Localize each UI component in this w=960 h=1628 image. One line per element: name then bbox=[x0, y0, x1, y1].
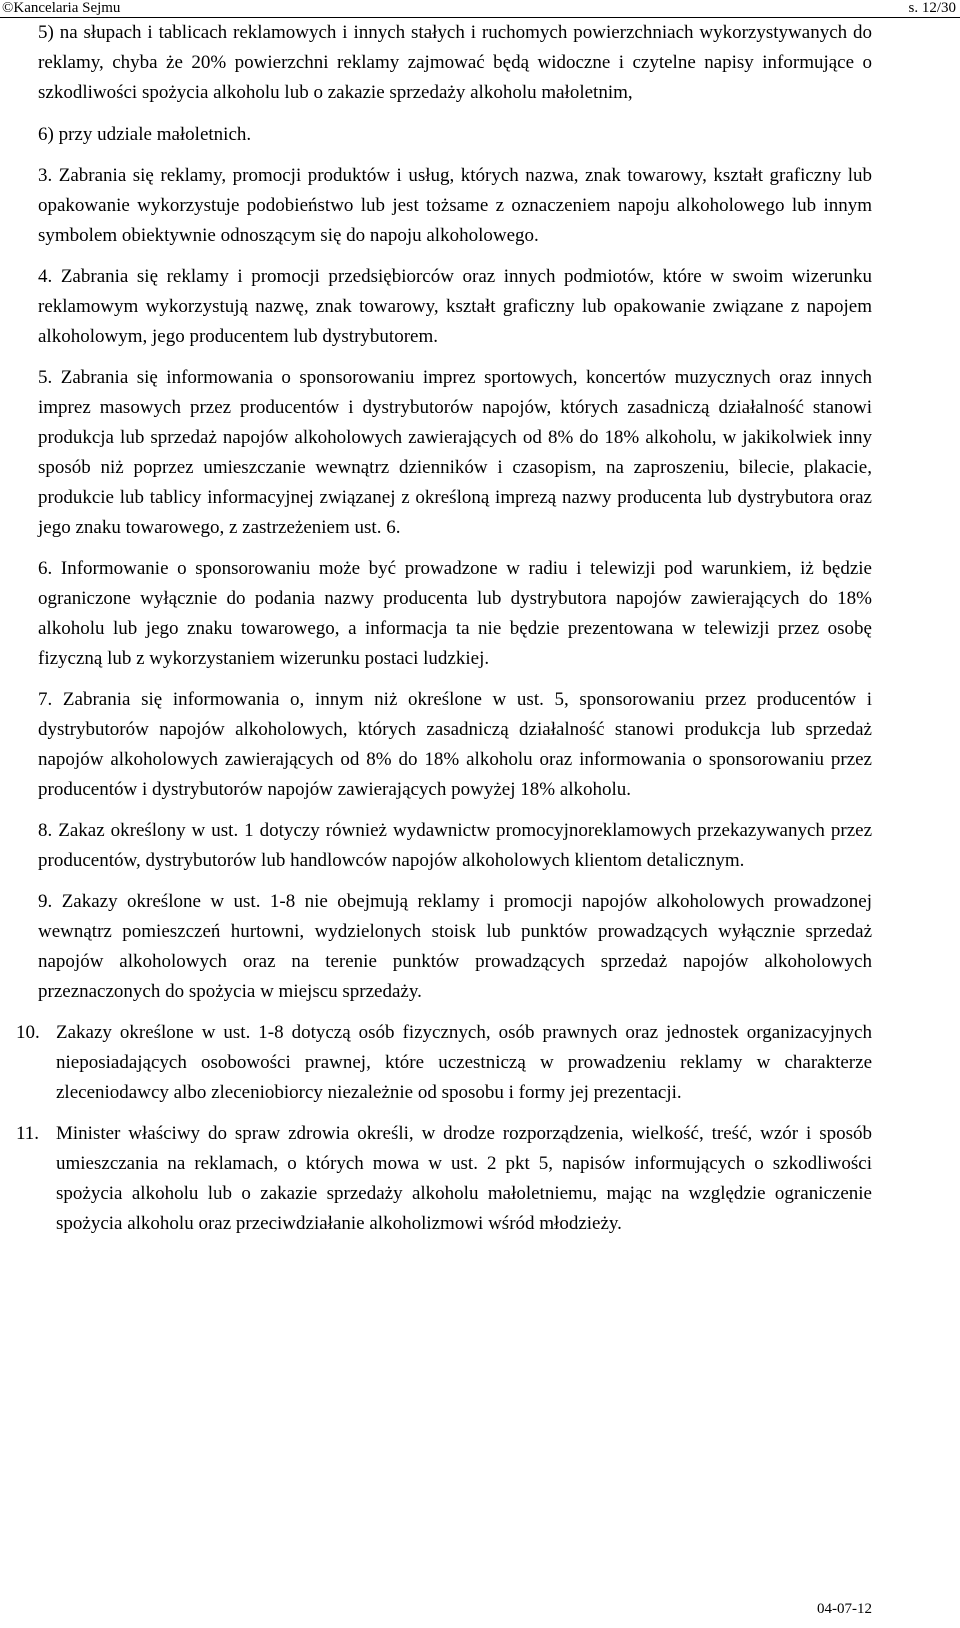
paragraph-4-number: 4. bbox=[38, 266, 53, 287]
list-item-5-text: 5) na słupach i tablicach reklamowych i innych stałych i ruchomych powierzchniach wykorzystywanych do reklamy, chyba że 20% powierzchni reklamy zajmować będą widoczne i czytelne napisy informujące o szkodliwości spożycia alkoholu lub o zakazie sprzedaży alkoholu małoletnim, bbox=[38, 22, 872, 103]
paragraph-10-text: Zakazy określone w ust. 1-8 dotyczą osób fizycznych, osób prawnych oraz jednostek organizacyjnych nieposiadających osobowości prawnej, które uczestniczą w prowadzeniu reklamy w charakterze zleceniodawcy albo zleceniobiorcy niezależnie od sposobu i formy jej prezentacji. bbox=[56, 1022, 872, 1103]
document-body bbox=[16, 18, 873, 1250]
paragraph-8-number: 8. bbox=[38, 820, 53, 841]
paragraph-7-text: Zabrania się informowania o, innym niż określone w ust. 5, sponsorowaniu przez producentów i dystrybutorów napojów alkoholowych, których zasadniczą działalność stanowi produkcja lub sprzedaż napojów alkoholowych zawierających od 8% do 18% alkoholu oraz informowania o sponsorowaniu przez producentów i dystrybutorów napojów zawierających powyżej 18% alkoholu. bbox=[38, 689, 873, 800]
paragraph-6-number: 6. bbox=[38, 558, 53, 579]
page-footer-date: 04-07-12 bbox=[817, 1601, 872, 1617]
header-page-number: s. 12/30 bbox=[908, 0, 956, 16]
paragraph-11-number: 11. bbox=[16, 1123, 40, 1144]
list-item-6 bbox=[38, 120, 872, 150]
paragraph-9-number: 9. bbox=[38, 891, 53, 912]
paragraph-3-text: Zabrania się reklamy, promocji produktów i usług, których nazwa, znak towarowy, kształt graficzny lub opakowanie wykorzystuje podobieństwo lub jest tożsame z oznaczeniem napoju alkoholowego lub innym symbolem obiektywnie odnoszącym się do napoju alkoholowego. bbox=[38, 165, 872, 246]
paragraph-9-text: Zakazy określone w ust. 1-8 nie obejmują reklamy i promocji napojów alkoholowych prowadzonej wewnątrz pomieszczeń hurtowni, wydzielonych stoisk lub punktów prowadzących wyłącznie sprzedaż napojów alkoholowych oraz na terenie punktów prowadzących sprzedaż napojów alkoholowych przeznaczonych do spożycia w miejscu sprzedaży. bbox=[38, 891, 872, 1002]
paragraph-8 bbox=[38, 816, 872, 876]
paragraph-7 bbox=[38, 685, 872, 805]
paragraph-6-text: Informowanie o sponsorowaniu może być prowadzone w radiu i telewizji pod warunkiem, iż będzie ograniczone wyłącznie do podania nazwy producenta lub dystrybutora napojów zawierających do 18% alkoholu lub jego znaku towarowego, a informacja ta nie będzie prezentowana w telewizji przez osobę fizyczną lub z wykorzystaniem wizerunku postaci ludzkiej. bbox=[38, 558, 872, 669]
paragraph-3 bbox=[38, 161, 872, 251]
paragraph-3-number: 3. bbox=[38, 165, 53, 186]
paragraph-4 bbox=[38, 262, 872, 352]
paragraph-10-number: 10. bbox=[16, 1022, 40, 1043]
list-item-6-text: 6) przy udziale małoletnich. bbox=[38, 124, 252, 145]
paragraph-6 bbox=[38, 554, 872, 674]
paragraph-5 bbox=[38, 363, 872, 543]
paragraph-11 bbox=[16, 1119, 872, 1239]
paragraph-10 bbox=[16, 1018, 872, 1108]
paragraph-11-text: Minister właściwy do spraw zdrowia określi, w drodze rozporządzenia, wielkość, treść, wzór i sposób umieszczania na reklamach, o których mowa w ust. 2 pkt 5, napisów informujących o szkodliwości spożycia alkoholu lub o zakazie sprzedaży alkoholu małoletniemu, mając na względzie ograniczenie spożycia alkoholu oraz przeciwdziałanie alkoholizmowi wśród młodzieży. bbox=[56, 1123, 872, 1234]
paragraph-7-number: 7. bbox=[38, 689, 53, 710]
page-header bbox=[0, 0, 960, 20]
paragraph-5-text: Zabrania się informowania o sponsorowaniu imprez sportowych, koncertów muzycznych oraz innych imprez masowych przez producentów i dystrybutorów napojów, których zasadniczą działalność stanowi produkcja lub sprzedaż napojów alkoholowych zawierających od 8% do 18% alkoholu, w jakikolwiek inny sposób niż poprzez umieszczanie wewnątrz dzienników i czasopism, na zaproszeniu, bilecie, plakacie, produkcie lub tablicy informacyjnej związanej z określoną imprezą nazwy producenta lub dystrybutora oraz jego znaku towarowego, z zastrzeżeniem ust. 6. bbox=[38, 367, 873, 538]
list-item-5 bbox=[38, 18, 872, 108]
paragraph-5-number: 5. bbox=[38, 367, 53, 388]
paragraph-4-text: Zabrania się reklamy i promocji przedsiębiorców oraz innych podmiotów, które w swoim wizerunku reklamowym wykorzystują nazwę, znak towarowy, kształt graficzny lub opakowanie związane z napojem alkoholowym, jego producentem lub dystrybutorem. bbox=[38, 266, 873, 347]
paragraph-8-text: Zakaz określony w ust. 1 dotyczy również wydawnictw promocyjnoreklamowych przekazywanych przez producentów, dystrybutorów lub handlowców napojów alkoholowych klientom detalicznym. bbox=[38, 820, 873, 871]
paragraph-9 bbox=[38, 887, 872, 1007]
header-source: ©Kancelaria Sejmu bbox=[2, 0, 121, 16]
